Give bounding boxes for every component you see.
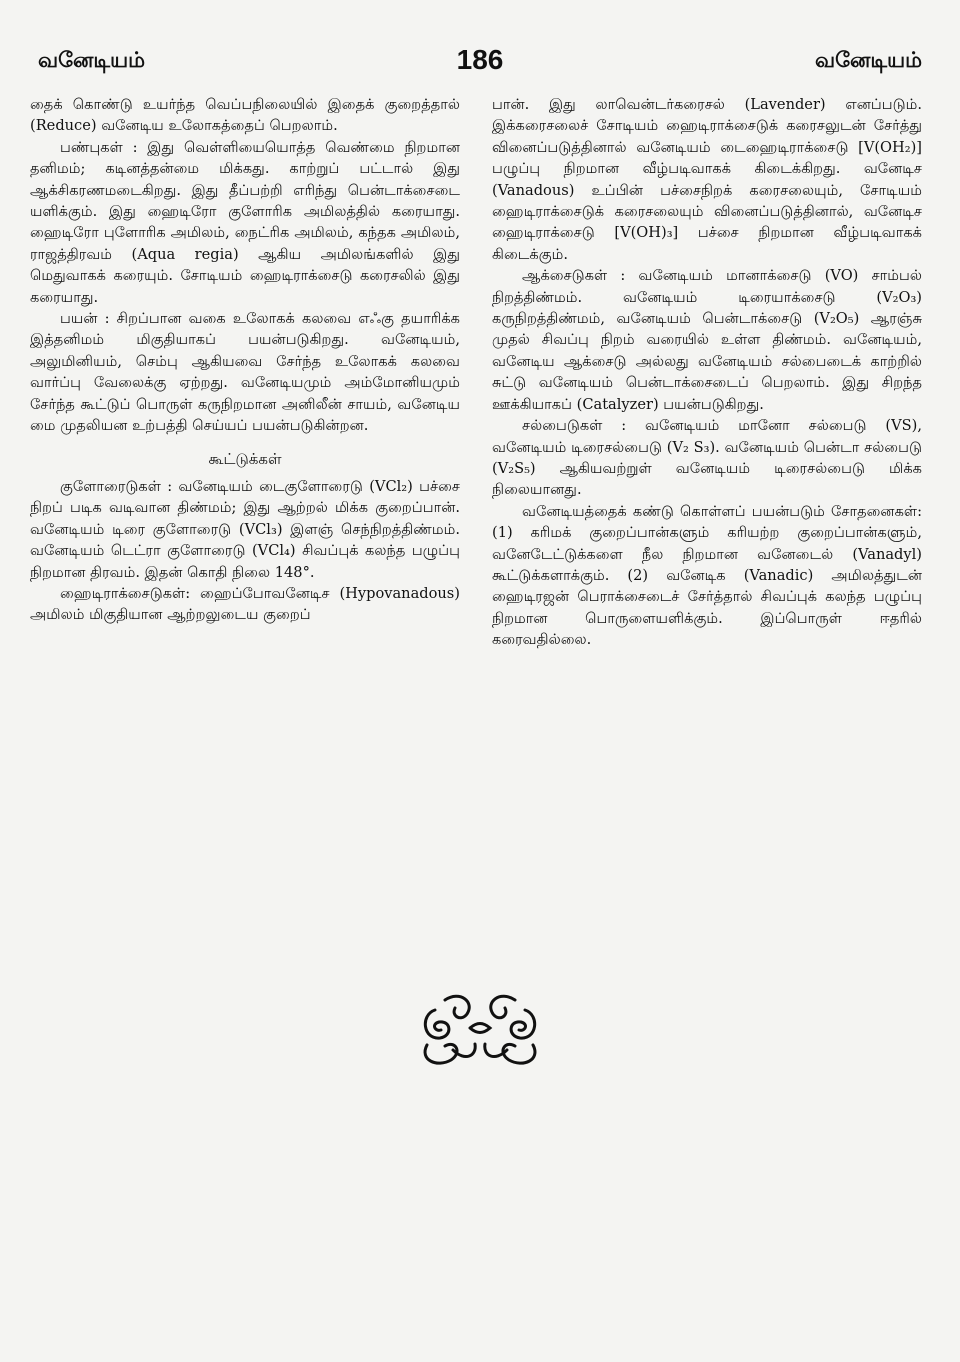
paragraph-tests: வனேடியத்தைக் கண்டு கொள்ளப் பயன்படும் சோதனைகள்: (1) கரிமக் குறைப்பான்களும் கரியற்ற குறைப்பான்களும், வனேடேட்டுக்களை நீல நிறமான வனேடைல் (Vanadyl) கூட்டுக்களாக்கும். (2) வனேடிக (Vanadic) அமிலத்துடன் ஹைடிரஜன் பெராக்சைடைச் சேர்த்தால் சிவப்புக் கலந்த பழுப்பு நிறமான பொருளையளிக்கும். இப்பொருள் ஈதரில் கரைவதில்லை.	[492, 502, 922, 649]
running-head-left: வனேடியம்	[38, 48, 145, 72]
paragraph-oxides: ஆக்சைடுகள் : வனேடியம் மானாக்சைடு (VO) சாம்பல் நிறத்திண்மம். வனேடியம் டிரையாக்சைடு (V₂O₃) கருநிறத்திண்மம், வனேடியம் பென்டாக்சைடு (V₂O₅) ஆரஞ்சு முதல் சிவப்பு நிறம் வரையில் உள்ள திண்மம். வனேடியம், வனேடிய ஆக்சைடு அல்லது வனேடியம் சல்பைடைக் காற்றில் சுட்டு வனேடியம் பென்டாக்சைடைப் பெறலாம். இது சிறந்த ஊக்கியாகப் (Catalyzer) பயன்படுகிறது.	[492, 267, 922, 413]
paragraph-uses: பயன் : சிறப்பான வகை உலோகக் கலவை எஃகு தயாரிக்க இத்தனிமம் மிகுதியாகப் பயன்படுகிறது. வனேடியம், அலுமினியம், செம்பு ஆகியவை சேர்ந்த உலோகக் கலவை வார்ப்பு வேலைக்கு ஏற்றது. வனேடியமும் அம்மோனியமும் சேர்ந்த கூட்டுப் பொருள் கருநிறமான அனிலீன் சாயம், வனேடிய மை முதலியன உற்பத்தி செய்யப் பயன்படுகின்றன.	[30, 310, 460, 435]
page-header	[38, 44, 922, 78]
paragraph-hydroxides: ஹைடிராக்சைடுகள்: ஹைப்போவனேடிச (Hypovanadous) அமிலம் மிகுதியான ஆற்றலுடைய குறைப்	[30, 584, 460, 624]
paragraph-properties: பண்புகள் : இது வெள்ளியையொத்த வெண்மை நிறமான தனிமம்; கடினத்தன்மை மிக்கது. காற்றுப் பட்டால் இது ஆக்சிகரணமடைகிறது. இது தீப்பற்றி எரிந்து பென்டாக்சைடை யளிக்கும். இது ஹைடிரோ குளோரிக அமிலத்தில் கரையாது. ஹைடிரோ புளோரிக அமிலம், நைட்ரிக அமிலம், கந்தக அமிலம், ராஜத்திரவம் (Aqua regia) ஆகிய அமிலங்களில் இது மெதுவாகக் கரையும். சோடியம் ஹைடிராக்சைடு கரைசலில் இது கரையாது.	[30, 138, 460, 306]
left-column	[30, 94, 460, 626]
decorative-scroll-ornament-icon	[415, 990, 545, 1070]
right-column	[492, 94, 922, 651]
paragraph-sulphides: சல்பைடுகள் : வனேடியம் மானோ சல்பைடு (VS), வனேடியம் டிரைசல்பைடு (V₂ S₃). வனேடியம் பென்டா சல்பைடு (V₂S₅) ஆகியவற்றுள் வனேடியம் டிரைசல்பைடு மிக்க நிலையானது.	[492, 417, 922, 499]
paragraph-chlorides: குளோரைடுகள் : வனேடியம் டைகுளோரைடு (VCl₂) பச்சை நிறப் படிக வடிவான திண்மம்; இது ஆற்றல் மிக்க குறைப்பான். வனேடியம் டிரை குளோரைடு (VCl₃) இளஞ் செந்நிறத்திண்மம். வனேடியம் டெட்ரா குளோரைடு (VCl₄) சிவப்புக் கலந்த பழுப்பு நிறமான திரவம். இதன் கொதி நிலை 148°.	[30, 477, 460, 581]
paragraph-hydroxides-continued: பான். இது லாவென்டர்கரைசல் (Lavender) எனப்படும். இக்கரைசலைச் சோடியம் ஹைடிராக்சைடுக் கரைசலுடன் சேர்த்து வினைப்படுத்தினால் வனேடியம் டைஹைடிராக்சைடு [V(OH₂)] பழுப்பு நிறமான வீழ்படிவாகக் கிடைக்கிறது. வனேடிச (Vanadous) உப்பின் பச்சைநிறக் கரைசலையும், சோடியம் ஹைடிராக்சைடுக் கரைசலையும் வினைப்படுத்தினால், வனேடிச ஹைடிராக்சைடு [V(OH)₃] பச்சை நிறமான வீழ்படிவாகக் கிடைக்கும்.	[492, 96, 922, 263]
running-head-right: வனேடியம்	[815, 48, 922, 72]
section-heading: கூட்டுக்கள்	[208, 449, 282, 468]
page-number: 186	[456, 44, 504, 75]
paragraph-continuation: தைக் கொண்டு உயர்ந்த வெப்பநிலையில் இதைக் குறைத்தால் (Reduce) வனேடிய உலோகத்தைப் பெறலாம்.	[30, 96, 460, 135]
